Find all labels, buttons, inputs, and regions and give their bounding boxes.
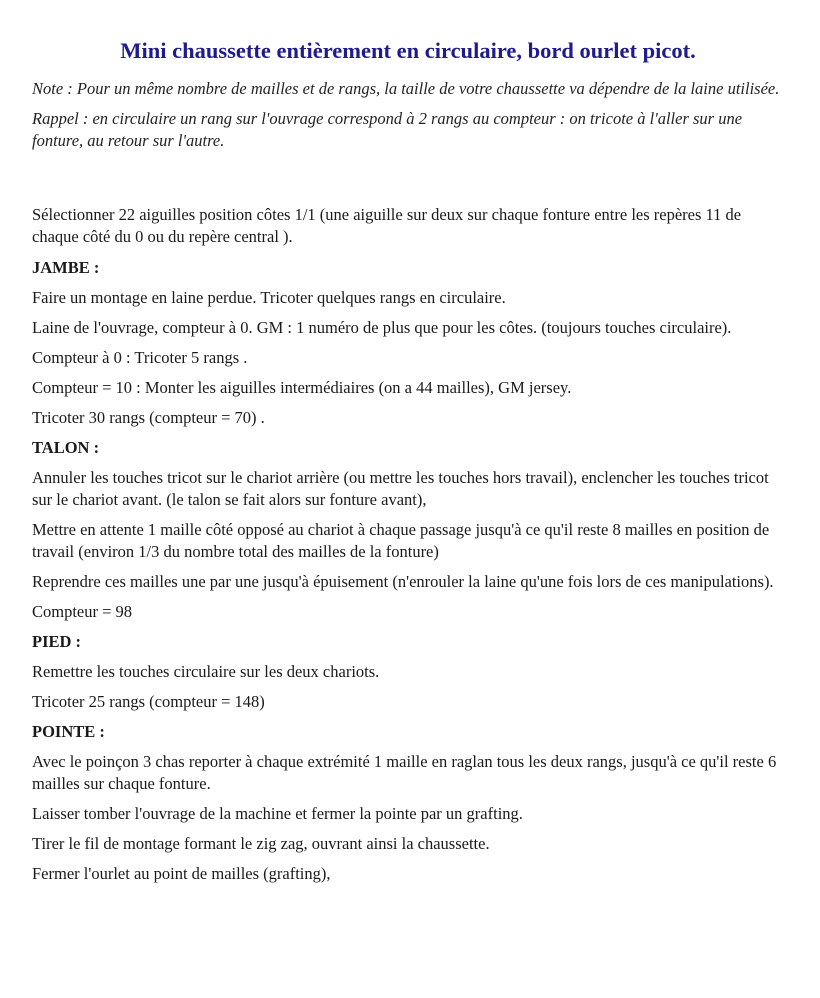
jambe-paragraph: Laine de l'ouvrage, compteur à 0. GM : 1 numéro de plus que pour les côtes. (toujours touches circulaire).: [32, 318, 732, 337]
section-heading-pointe: POINTE :: [32, 722, 105, 741]
talon-paragraph: Compteur = 98: [32, 602, 133, 621]
pointe-paragraph: Fermer l'ourlet au point de mailles (grafting),: [32, 864, 331, 883]
note-paragraph: Note : Pour un même nombre de mailles et de rangs, la taille de votre chaussette va dépendre de la laine utilisée.: [32, 79, 780, 98]
reminder-paragraph: Rappel : en circulaire un rang sur l'ouvrage correspond à 2 rangs au compteur : on tricote à l'aller sur une fonture, au retour sur l'autre.: [32, 109, 743, 150]
talon-paragraph: Annuler les touches tricot sur le chariot arrière (ou mettre les touches hors travail), enclencher les touches tricot sur le chariot avant. (le talon se fait alors sur fonture avant),: [32, 468, 769, 509]
instructions-body: [32, 204, 784, 885]
talon-paragraph: Reprendre ces mailles une par une jusqu'à épuisement (n'enrouler la laine qu'une fois lors de ces manipulations).: [32, 572, 774, 591]
jambe-paragraph: Compteur = 10 : Monter les aiguilles intermédiaires (on a 44 mailles), GM jersey.: [32, 378, 572, 397]
section-heading-talon: TALON :: [32, 438, 100, 457]
intro-paragraph: Sélectionner 22 aiguilles position côtes 1/1 (une aiguille sur deux sur chaque fonture entre les repères 11 de chaque côté du 0 ou du repère central ).: [32, 205, 742, 246]
document-title: Mini chaussette entièrement en circulaire, bord ourlet picot.: [120, 38, 696, 63]
section-heading-pied: PIED :: [32, 632, 82, 651]
pointe-paragraph: Laisser tomber l'ouvrage de la machine et fermer la pointe par un grafting.: [32, 804, 523, 823]
notes-block: [32, 78, 784, 152]
pointe-paragraph: Tirer le fil de montage formant le zig zag, ouvrant ainsi la chaussette.: [32, 834, 490, 853]
talon-paragraph: Mettre en attente 1 maille côté opposé au chariot à chaque passage jusqu'à ce qu'il reste 8 mailles en position de travail (environ 1/3 du nombre total des mailles de la fonture): [32, 520, 770, 561]
section-heading-jambe: JAMBE :: [32, 258, 100, 277]
jambe-paragraph: Faire un montage en laine perdue. Tricoter quelques rangs en circulaire.: [32, 288, 506, 307]
pointe-paragraph: Avec le poinçon 3 chas reporter à chaque extrémité 1 maille en raglan tous les deux rangs, jusqu'à ce qu'il reste 6 mailles sur chaque fonture.: [32, 752, 777, 793]
pied-paragraph: Remettre les touches circulaire sur les deux chariots.: [32, 662, 380, 681]
jambe-paragraph: Compteur à 0 : Tricoter 5 rangs .: [32, 348, 248, 367]
pied-paragraph: Tricoter 25 rangs (compteur = 148): [32, 692, 265, 711]
jambe-paragraph: Tricoter 30 rangs (compteur = 70) .: [32, 408, 265, 427]
